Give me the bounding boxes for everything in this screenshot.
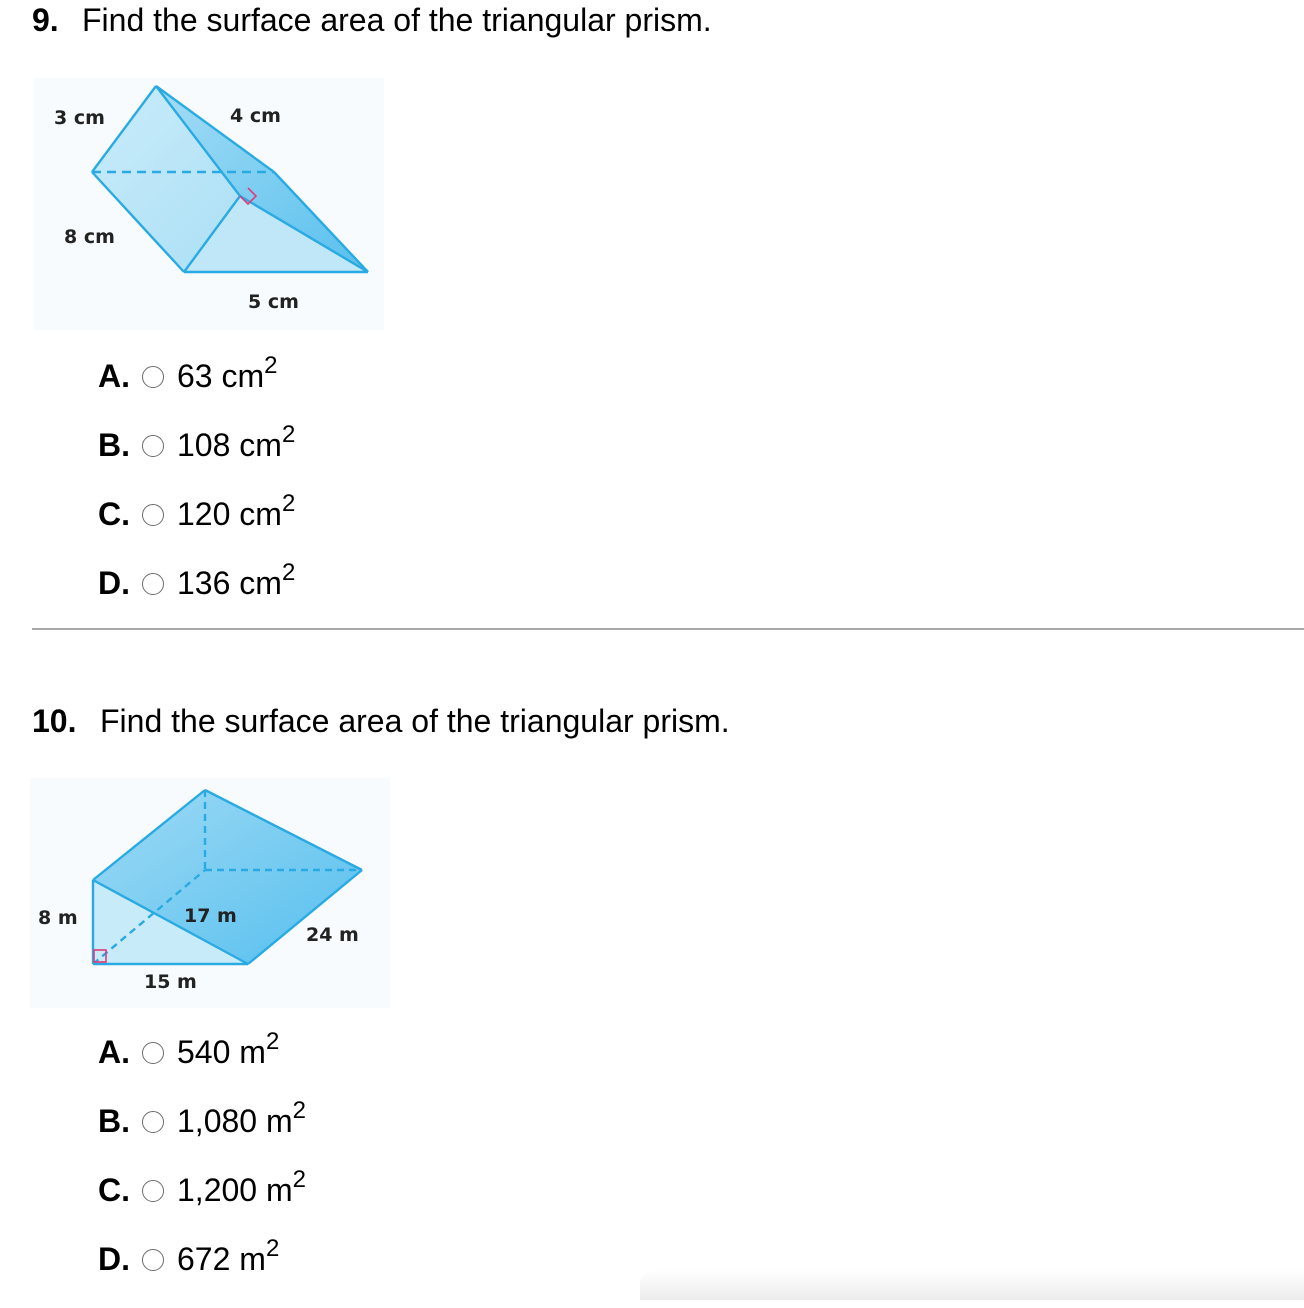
label-15m: 15 m: [144, 971, 197, 993]
option-letter: C.: [98, 496, 130, 532]
label-4cm: 4 cm: [230, 105, 281, 127]
option-value: 120 $cm^2$: [177, 490, 296, 532]
question-10-title: [32, 703, 730, 739]
option-value: 672 $m^2$: [177, 1235, 280, 1277]
radio-button[interactable]: [142, 1180, 164, 1202]
option-d[interactable]: [98, 1235, 306, 1308]
radio-button[interactable]: [142, 573, 164, 595]
option-letter: D.: [98, 565, 130, 601]
option-value: 1,080 $m^2$: [177, 1097, 306, 1139]
radio-button[interactable]: [142, 1249, 164, 1271]
triangular-prism-figure: [30, 778, 390, 1008]
radio-button[interactable]: [142, 504, 164, 526]
question-number: 9.: [32, 2, 59, 38]
radio-button[interactable]: [142, 1111, 164, 1133]
question-divider: [32, 628, 1304, 630]
question-9-title: [32, 2, 712, 38]
option-letter: B.: [98, 427, 130, 463]
option-value: 540 $m^2$: [177, 1028, 280, 1070]
option-c[interactable]: [98, 490, 296, 563]
option-letter: D.: [98, 1241, 130, 1277]
question-prompt: Find the surface area of the triangular prism.: [100, 703, 730, 739]
option-letter: B.: [98, 1103, 130, 1139]
label-3cm: 3 cm: [54, 107, 105, 129]
option-a[interactable]: [98, 1028, 306, 1101]
prism-diagram-10: [30, 778, 390, 1008]
option-letter: A.: [98, 1034, 130, 1070]
option-letter: A.: [98, 358, 130, 394]
prism-diagram-9: [34, 78, 384, 330]
option-d[interactable]: [98, 559, 296, 632]
radio-button[interactable]: [142, 1042, 164, 1064]
bottom-fade-overlay: [640, 1270, 1304, 1300]
option-letter: C.: [98, 1172, 130, 1208]
answer-choices-10: [98, 1028, 306, 1308]
option-b[interactable]: [98, 421, 296, 494]
label-24m: 24 m: [306, 924, 359, 946]
radio-button[interactable]: [142, 366, 164, 388]
question-prompt: Find the surface area of the triangular prism.: [82, 2, 712, 38]
answer-choices-9: [98, 352, 296, 632]
radio-button[interactable]: [142, 435, 164, 457]
option-c[interactable]: [98, 1166, 306, 1239]
label-17m: 17 m: [184, 905, 237, 927]
triangular-prism-figure: [34, 78, 384, 330]
option-a[interactable]: [98, 352, 295, 425]
option-value: 136 $cm^2$: [177, 559, 296, 601]
option-value: 108 $cm^2$: [177, 421, 296, 463]
label-5cm: 5 cm: [248, 291, 299, 313]
label-8m: 8 m: [38, 907, 78, 929]
option-value: 63 $cm^2$: [177, 352, 278, 394]
option-value: 1,200 $m^2$: [177, 1166, 306, 1208]
option-b[interactable]: [98, 1097, 306, 1170]
label-8cm: 8 cm: [64, 226, 115, 248]
question-number: 10.: [32, 703, 77, 739]
